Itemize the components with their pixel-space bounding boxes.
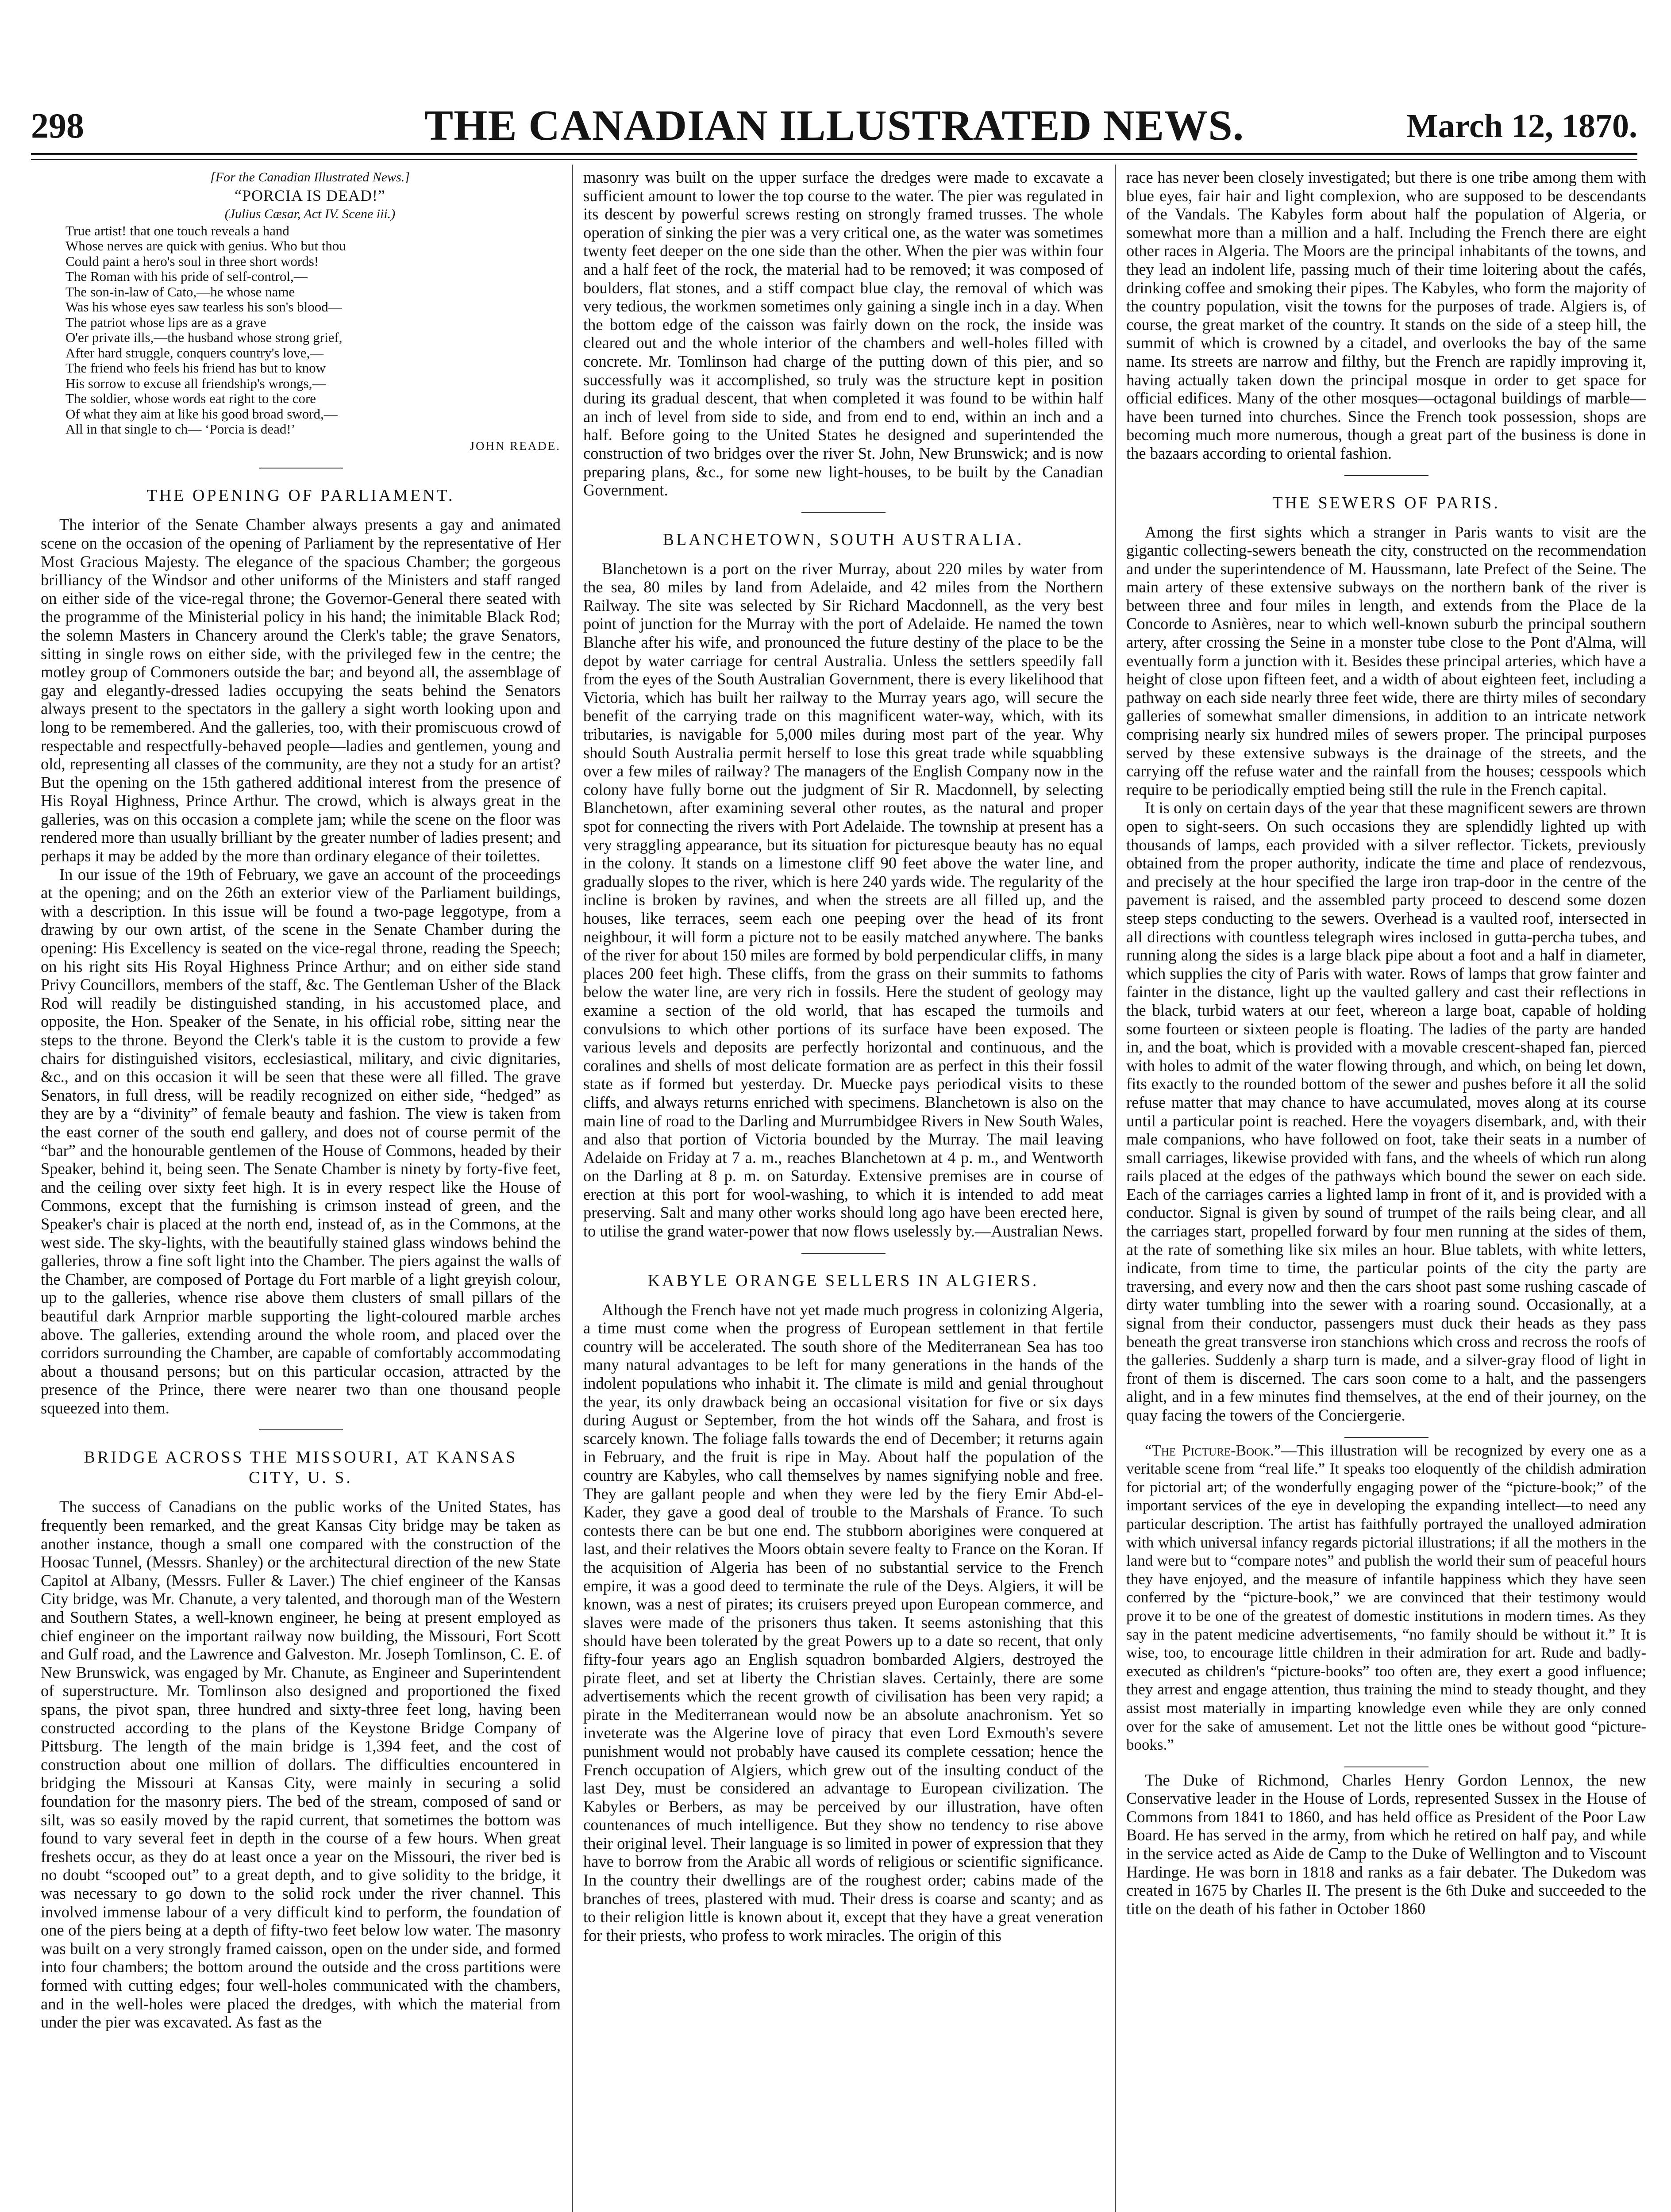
section-rule — [1344, 1437, 1428, 1438]
heading-line: CITY, U. S. — [249, 1468, 353, 1487]
heading-line: BRIDGE ACROSS THE MISSOURI, AT KANSAS — [84, 1448, 518, 1467]
article-heading-kabyle: KABYLE ORANGE SELLERS IN ALGIERS. — [647, 1271, 1039, 1290]
poem-line: O'er private ills,—the husband whose strong grief, — [65, 330, 343, 346]
poem-line: Of what they aim at like his good broad sword,— — [65, 406, 338, 422]
poem-line: Could paint a hero's soul in three short words! — [65, 253, 319, 269]
column-divider — [572, 165, 573, 2212]
poem-line: The friend who feels his friend has but to know — [65, 360, 326, 376]
poem-credit: [For the Canadian Illustrated News.] — [210, 170, 410, 184]
article-heading-bridge — [41, 1447, 561, 1488]
poem-line: Whose nerves are quick with genius. Who but thou — [65, 238, 346, 254]
poem-title: “PORCIA IS DEAD!” — [235, 186, 385, 204]
section-rule — [801, 512, 886, 513]
article-paragraph: The success of Canadians on the public works of the United States, has frequently been remarked, and the great Kansas City bridge may be taken as another instance, though a small one compared with the construction of the Hoosac Tunnel, (Messrs. Shanley) or the architectural direction of the new State Capitol at Albany, (Messrs. Fuller & Laver.) The chief engineer of the Kansas City bridge, was Mr. Chanute, a very talented, and thorough man of the Western and Southern States, a well-known engineer, he being at present employed as chief engineer on the important railway now building, the Missouri, Fort Scott and Gulf road, and the Lawrence and Galveston. Mr. Joseph Tomlinson, C. E. of New Brunswick, was engaged by Mr. Chanute, as Engineer and Superintendent of superstructure. Mr. Tomlinson also designed and proportioned the fixed spans, the pivot span, three hundred and sixty-three feet long, having been constructed according to the plans of the Keystone Bridge Company of Pittsburg. The length of the main bridge is 1,394 feet, and the cost of construction about one million of dollars. The difficulties encountered in bridging the Missouri at Kansas City, were mainly in securing a solid foundation for the masonry piers. The bed of the stream, composed of sand or silt, was so easily moved by the rapid current, that sometimes the bottom was found to vary several feet in depth in the course of a few hours. When great freshets occur, as they do at least once a year on the Missouri, the river bed is no doubt “scooped out” to a great depth, and to give solidity to the bridge, it was necessary to go down to the solid rock under the river channel. This involved immense labour of a very difficult kind to perform, the foundation of one of the piers being at a depth of fifty-two feet below low water. The masonry was built on a very strongly framed caisson, open on the under side, and formed into four chambers; the bottom around the outside and the cross partitions were formed with cutting edges; four well-holes communicated with the chambers, and in the well-holes were placed the dredges, with which the material from under the pier was excavated. As fast as the — [41, 1498, 561, 2032]
poem-line: All in that single to ch— ‘Porcia is dead!’ — [65, 421, 296, 437]
poem-line: The soldier, whose words eat right to the core — [65, 391, 316, 407]
section-rule — [1344, 475, 1428, 476]
section-rule — [259, 1429, 343, 1430]
column-1 — [41, 168, 561, 2212]
poem-line: His sorrow to excuse all friendship's wrongs,— — [65, 375, 326, 391]
issue-date: March 12, 1870. — [1406, 108, 1637, 145]
poem-line: The Roman with his pride of self-control,— — [65, 269, 308, 284]
article-paragraph: masonry was built on the upper surface the dredges were made to excavate a sufficient amount to lower the top course to the water. The pier was regulated in its descent by powerful screws resting on strongly framed trusses. The whole operation of sinking the pier was a very critical one, as the water was sometimes twenty feet deeper on the one side than the other. When the pier was within four and a half feet of the rock, the material had to be removed; it was composed of boulders, flat stones, and a stiff compact blue clay, the removal of which was very tedious, the workmen sometimes only gaining a single inch in a day. When the bottom edge of the caisson was fairly down on the rock, the inside was cleared out and the whole interior of the chambers and well-holes filled with concrete. Mr. Tomlinson had charge of the putting down of this pier, and so successfully was it accomplished, so truly was the structure kept in position during its gradual descent, that when completed it was found to be within half an inch of level from side to side, and from end to end, within an inch and a half. Before going to the United States he designed and superintended the construction of two bridges over the river St. John, New Brunswick; and is now preparing plans, &c., for some new light-houses, to be built by the Canadian Government. — [583, 168, 1103, 499]
section-rule — [801, 1253, 886, 1254]
newspaper-title: THE CANADIAN ILLUSTRATED NEWS. — [424, 102, 1244, 150]
article-heading-sewers: THE SEWERS OF PARIS. — [1272, 493, 1500, 512]
article-paragraph — [1126, 1441, 1646, 1754]
poem-author: JOHN READE. — [470, 439, 561, 453]
poem-line: The patriot whose lips are as a grave — [65, 314, 266, 330]
masthead-rule — [31, 153, 1637, 155]
article-paragraph: In our issue of the 19th of February, we gave an account of the proceedings at the opening; and on the 26th an exterior view of the Parliament buildings, with a description. In this issue will be found a two-page leggotype, from a drawing by our own artist, of the scene in the Senate Chamber during the opening: His Excellency is seated on the vice-regal throne, reading the Speech; on his right sits His Royal Highness Prince Arthur; and on either side stand Privy Councillors, members of the staff, &c. The Gentleman Usher of the Black Rod will readily be distinguished standing, in his accustomed place, and opposite, the Hon. Speaker of the Senate, in his official robe, sitting near the steps to the throne. Beyond the Clerk's table it is the custom to provide a few chairs for distinguished visitors, ecclesiastical, military, and civic dignitaries, &c., and on this occasion it will be seen that these were all filled. The grave Senators, in full dress, will be readily recognized on either side, “hedged” as they are by a “divinity” of female beauty and fashion. The view is taken from the east corner of the south end gallery, and does not of course permit of the “bar” and the honourable gentlemen of the House of Commons, headed by their Speaker, behind it, being seen. The Senate Chamber is ninety by forty-five feet, and the ceiling over sixty feet high. It is in every respect like the House of Commons, except that the furnishing is crimson instead of green, and the Speaker's chair is placed at the north end, instead of, as in the Commons, at the west side. The sky-lights, with the beautifully stained glass windows behind the galleries, throw a fine soft light into the Chamber. The piers against the walls of the Chamber, are composed of Portage du Fort marble of a light greyish colour, up to the galleries, whence rise above them clusters of small pillars of the beautiful dark Arnprior marble supporting the light-coloured marble arches above. The galleries, extending around the whole room, and placed over the corridors surrounding the Chamber, are capable of comfortably accommodating about a thousand persons; but on this particular occasion, attracted by the presence of the Prince, there were nearer two than one thousand people squeezed into them. — [41, 865, 561, 1417]
column-2 — [583, 168, 1103, 2212]
article-paragraph: The interior of the Senate Chamber always presents a gay and animated scene on the occasion of the opening of Parliament by the representative of Her Most Gracious Majesty. The elegance of the spacious Chamber; the gorgeous brilliancy of the Windsor and other uniforms of the Ministers and staff ranged on either side of the vice-regal throne; the Governor-General there seated with the programme of the Ministerial policy in his hand; the inimitable Black Rod; the solemn Masters in Chancery around the Clerk's table; the grave Senators, sitting in single rows on either side, with the privileged few in the centre; the motley group of Commoners outside the bar; and beyond all, the assemblage of gay and elegantly-dressed ladies occupying the seats behind the Senators always present to the spectators in the gallery a sight worth looking upon and long to be remembered. And the galleries, too, with their promiscuous crowd of respectable and respectfully-behaved people—ladies and gentlemen, young and old, representing all classes of the community, are they not a study for an artist? But the opening on the 15th gathered additional interest from the presence of His Royal Highness, Prince Arthur. The crowd, which is always great in the galleries, was on this occasion a complete jam; while the scene on the floor was rendered more than usually brilliant by the greater number of ladies present; and perhaps it may be added by the more than ordinary elegance of their toilettes. — [41, 515, 561, 865]
poem-line: Was his whose eyes saw tearless his son's blood— — [65, 299, 342, 315]
poem-line: True artist! that one touch reveals a hand — [65, 223, 289, 238]
picture-book-note — [1126, 1441, 1646, 1754]
article-paragraph: Blanchetown is a port on the river Murray, about 220 miles by water from the sea, 80 miles by land from Adelaide, and 42 miles from the Northern Railway. The site was selected by Sir Richard Macdonnell, as the very best point of junction for the Murray with the port of Adelaide. He named the town Blanche after his wife, and pronounced the future destiny of the place to be the depot by water carriage for central Australia. Unless the settlers speedily fall from the eyes of the South Australian Government, there is every likelihood that Victoria, which has built her railway to the Murray years ago, will secure the benefit of the carrying trade on this magnificent water-way, which, with its tributaries, is navigable for 5,000 miles during most part of the year. Why should South Australia permit herself to lose this great trade while squabbling over a few miles of railway? The managers of the English Company now in the colony have fully borne out the judgment of Sir R. Macdonnell, by selecting Blanchetown, after examining several other routes, as the natural and proper spot for connecting the rivers with Port Adelaide. The township at present has a very straggling appearance, but its situation for picturesque beauty has no equal in the colony. It stands on a limestone cliff 90 feet above the water line, and gradually slopes to the river, which is here 240 yards wide. The regularity of the incline is broken by ravines, and when the streets are all filled up, and the houses, like terraces, seem each one peeping over the head of its front neighbour, it will form a picture not to be easily matched anywhere. The banks of the river for about 150 miles are formed by bold perpendicular cliffs, in many places 200 feet high. These cliffs, from the grass on their summits to fathoms below the water line, are very rich in fossils. Here the student of geology may examine a section of the old world, that has escaped the turmoils and convulsions to which other portions of its surface have been exposed. The various levels and deposits are perfectly horizontal and continuous, and the coralines and shells of most delicate formation are as perfect in this their fossil state as if formed but yesterday. Dr. Muecke pays periodical visits to these cliffs, and always returns enriched with specimens. Blanchetown is also on the main line of road to the Darling and Murrumbidgee Rivers in New South Wales, and also that portion of Victoria bounded by the Murray. The mail leaving Adelaide on Friday at 7 a. m., reaches Blanchetown at 4 p. m., and Wentworth on the Darling at 8 p. m. on Saturday. Extensive premises are in course of erection at this port for wool-washing, to which it is intended to add meat preserving. Salt and many other works should long ago have been erected here, to utilise the grand water-power that now flows uselessly by.—Australian News. — [583, 559, 1103, 1240]
article-heading-blanchetown: BLANCHETOWN, SOUTH AUSTRALIA. — [662, 530, 1024, 549]
column-3 — [1126, 168, 1646, 2212]
article-paragraph: Among the first sights which a stranger in Paris wants to visit are the gigantic collecting-sewers beneath the city, constructed on the recommendation and under the superintendence of M. Haussmann, late Prefect of the Seine. The main artery of these extensive subways on the northern bank of the river is between three and four miles in length, and extends from the Place de la Concorde to Asnières, near to which well-known suburb the principal southern artery, after crossing the Seine in a monster tube close to the Pont d'Alma, will eventually form a junction with it. Besides these principal arteries, which have a height of close upon fifteen feet, and a width of about eighteen feet, including a pathway on each side nearly three feet wide, there are thirty miles of secondary galleries of somewhat smaller dimensions, in addition to an intricate network comprising nearly six hundred miles of sewers proper. The principal purposes served by these extensive subways is the drainage of the streets, and the carrying off the refuse water and the rainfall from the houses; cesspools which require to be periodically emptied being still the rule in the French capital. — [1126, 522, 1646, 799]
article-paragraph: It is only on certain days of the year that these magnificent sewers are thrown open to sight-seers. On such occasions they are splendidly lighted up with thousands of lamps, each provided with a silver reflector. Tickets, previously obtained from the proper authority, indicate the time and place of rendezvous, and precisely at the hour specified the large iron trap-door in the centre of the pavement is raised, and the assembled party proceed to descend some dozen steep steps conducting to the sewers. Overhead is a vaulted roof, intersected in all directions with countless telegraph wires inclosed in gutta-percha tubes, and running along the sides is a large black pipe about a foot and a half in diameter, which supplies the city of Paris with water. Rows of lamps that grow fainter and fainter in the distance, light up the vaulted gallery and cast their reflections in the black, turbid waters at our feet, whereon a large boat, capable of holding some fourteen or sixteen people is floating. The ladies of the party are handed in, and the boat, which is provided with a movable crescent-shaped fan, pierced with holes to admit of the water flowing through, and which, on being let down, fits exactly to the rounded bottom of the sewer and pushes before it all the solid refuse matter that may chance to have accumulated, moves along at its course until a particular point is reached. Here the voyagers disembark, and, with their male companions, who have followed on foot, take their seats in a number of small carriages, likewise provided with fans, and the wheels of which run along rails placed at the edges of the pathways which bound the sewer on each side. Each of the carriages carries a lighted lamp in front of it, and is provided with a conductor. Signal is given by sound of trumpet of the rails being clear, and all the carriages start, propelled forward by four men running at the sides of them, at the rate of something like six miles an hour. Blue tablets, with white letters, indicate, from time to time, the particular points of the city the party are traversing, and every now and then the cars shoot past some rushing cascade of dirty water tumbling into the sewer with a roaring sound. Occasionally, at a signal from their conductor, passengers must duck their heads as they pass beneath the great transverse iron stanchions which cross and recross the roofs of the galleries. Suddenly a sharp turn is made, and a silver-gray flood of light in front of them is discerned. The cars soon come to a halt, and the passengers alight, and in a few minutes find themselves, at the end of their journey, on the quay facing the towers of the Conciergerie. — [1126, 799, 1646, 1424]
masthead — [31, 101, 1637, 154]
article-paragraph: race has never been closely investigated; but there is one tribe among them with blue eyes, fair hair and light complexion, who are supposed to be descendants of the Vandals. The Kabyles form about half the population of Algeria, or somewhat more than a million and a half. Including the French there are eight other races in Algeria. The Moors are the principal inhabitants of the towns, and they lead an indolent life, passing much of their time loitering about the cafés, drinking coffee and smoking their pipes. The Kabyles, who form the majority of the country population, visit the towns for the purposes of trade. Algiers is, of course, the great market of the country. It stands on the side of a steep hill, the summit of which is crowned by a citadel, and overlooks the bay of the same name. Its streets are narrow and filthy, but the French are rapidly improving it, having actually taken down the principal mosque in order to get space for official edifices. Many of the other mosques—octagonal buildings of marble—have been turned into churches. Since the French took possession, shops are becoming much more numerous, though a great part of the business is done in the bazaars according to oriental fashion. — [1126, 168, 1646, 462]
article-paragraph: Although the French have not yet made much progress in colonizing Algeria, a time must come when the progress of European settlement in that fertile country will be accelerated. The south shore of the Mediterranean Sea has too many natural advantages to be left for many generations in the hands of the indolent populations who inhabit it. The climate is mild and genial throughout the year, its only drawback being an occasional visitation for five or six days during August or September, from the hot winds off the Sahara, and frost is scarcely known. The foliage falls towards the end of December; it returns again in February, and the fruit is ripe in May. About half the population of the country are Kabyles, who call themselves by names signifying noble and free. They are gallant people and when they were led by the fiery Emir Abd-el-Kader, they gave a good deal of trouble to the Marshals of France. To such contests there can be but one end. The stubborn aborigines were conquered at last, and their relatives the Moors obtain severe fealty to France on the Koran. If the acquisition of Algeria has been of no substantial service to the French empire, it was a good deed to terminate the rule of the Deys. Algiers, it will be known, was a nest of pirates; its cruisers preyed upon European commerce, and slaves were made of the prisoners thus taken. It seems astonishing that this should have been tolerated by the great Powers up to a date so recent, that only fifty-four years ago an English squadron bombarded Algiers, destroyed the pirate fleet, and set at liberty the Christian slaves. Certainly, there are some advertisements which the recent growth of civilisation has been very rapid; a pirate in the Mediterranean would now be an absolute anachronism. Yet so inveterate was the Algerine love of piracy that even Lord Exmouth's severe punishment would not probably have caused its complete cessation; hence the French occupation of Algiers, which grew out of the insulting conduct of the last Dey, must be considered an advantage to European civilization. The Kabyles or Berbers, as may be perceived by our illustration, have often countenances of much intelligence. But they show no tendency to rise above their original level. Their language is so limited in power of expression that they have to borrow from the Arabic all words of religious or scientific significance. In the country their dwellings are of the roughest order; cabins made of the branches of trees, plastered with mud. Their dress is coarse and scanty; and as to their religion little is known about it, except that they have a great veneration for their priests, who profess to work miracles. The origin of this — [583, 1300, 1103, 1944]
article-paragraph: The Duke of Richmond, Charles Henry Gordon Lennox, the new Conservative leader in the House of Lords, represented Sussex in the House of Commons from 1841 to 1860, and has held office as President of the Poor Law Board. He has served in the army, from which he retired on half pay, and while in the service acted as Aide de Camp to the Duke of Wellington and to Viscount Hardinge. He was born in 1818 and ranks as a fair debater. The Dukedom was created in 1675 by Charles II. The present is the 6th Duke and succeeded to the title on the death of his father in October 1860 — [1126, 1770, 1646, 1918]
poem-source: (Julius Cæsar, Act IV. Scene iii.) — [224, 207, 396, 222]
note-text: —This illustration will be recognized by every one as a veritable scene from “real life.” It speaks too eloquently of the childish admiration for pictorial art; of the wonderfully engaging power of the “picture-book;” of the important services of the eye in developing the expanding intellect—to need any particular description. The artist has faithfully portrayed the unalloyed admiration with which universal infancy regards pictorial illustrations; if all the mothers in the land were but to “compare notes” and publish the world their sum of peaceful hours they have enjoyed, and the measure of infantile happiness which they have seen conferred by the “picture-book,” we are convinced that their testimony would prove it to be one of the greatest of domestic institutions in modern times. As they say in the patent medicine advertisements, “no family should be without it.” It is wise, too, to encourage little children in their admiration for art. Rude and badly-executed as children's “picture-books” too often are, they exert a good influence; they arrest and engage attention, thus training the mind to steady thought, and they assist most materially in imparting knowledge even while they are only conned over for the sake of amusement. Let not the little ones be without good “picture-books.” — [1126, 1441, 1646, 1754]
section-rule — [259, 468, 343, 469]
page-number: 298 — [31, 107, 84, 146]
poem-body — [65, 223, 561, 437]
masthead-rule-thin — [31, 159, 1637, 160]
poem-line: After hard struggle, conquers country's love,— — [65, 345, 324, 361]
poem-line: The son-in-law of Cato,—he whose name — [65, 284, 295, 300]
article-heading-parliament: THE OPENING OF PARLIAMENT. — [146, 486, 455, 505]
note-lead: “The Picture-Book.” — [1145, 1441, 1281, 1459]
column-divider — [1115, 165, 1116, 2212]
